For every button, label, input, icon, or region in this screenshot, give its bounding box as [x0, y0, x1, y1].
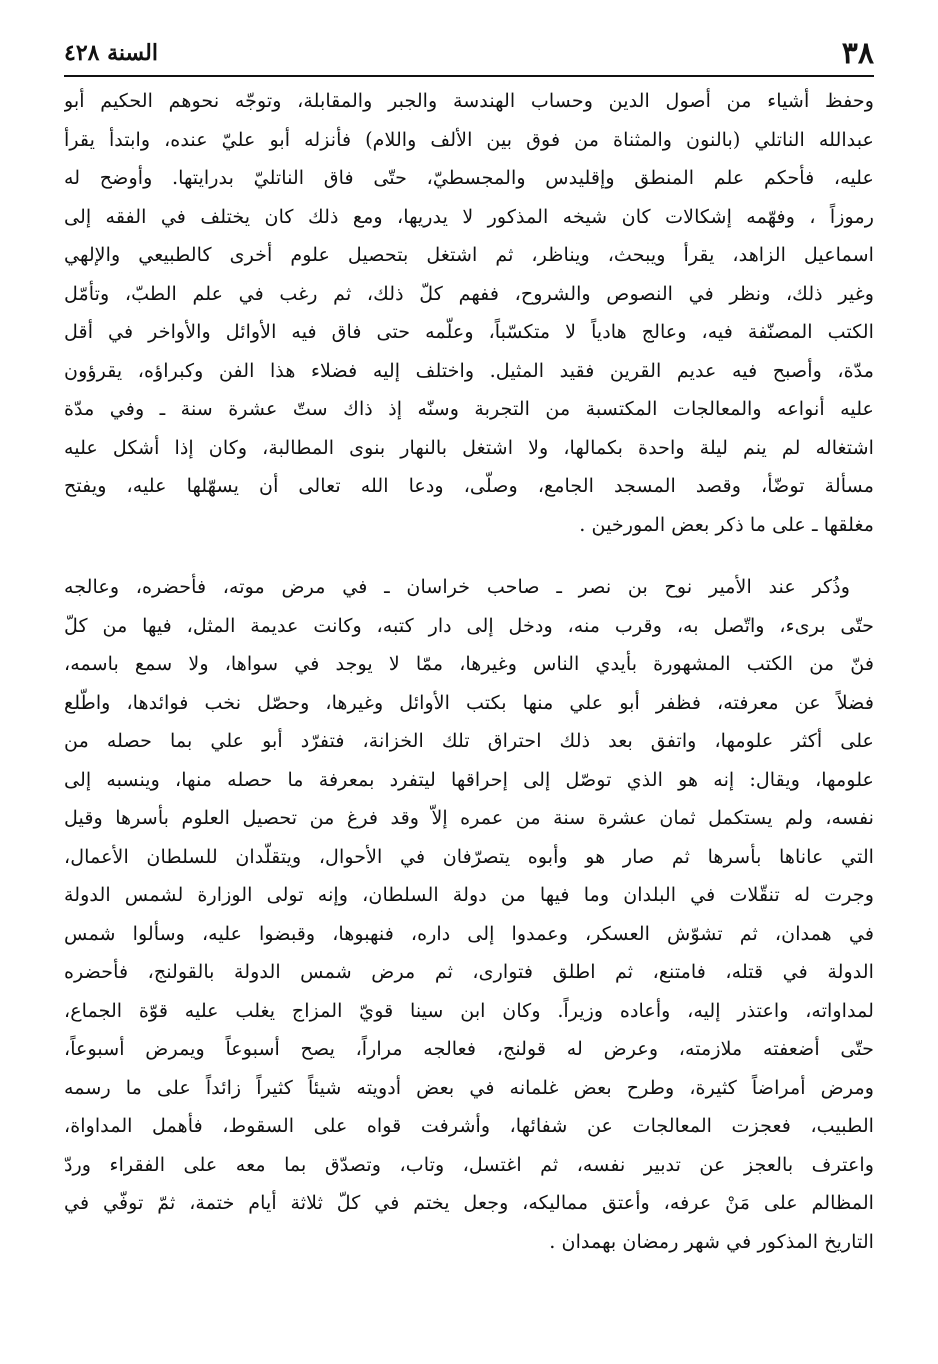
paragraph [64, 568, 874, 1261]
text-line: علومها، ويقال: إنه هو الذي توصّل إلى إحراقها ليتفرد بمعرفة ما حصله منها، وينسبه إلى [64, 767, 874, 791]
text-line: عليه، فأحكم علم المنطق وإقليدس والمجسطيّ، حتّى فاق الناتليّ بدرايتها. وأوضح له [64, 166, 874, 189]
text-line: وحفظ أشياء من أصول الدين وحساب الهندسة والجبر والمقابلة، وتوجّه نحوهم الحكيم أبو [64, 89, 874, 112]
text-line: اشتغاله لم ينم ليلة واحدة بكمالها، ولا اشتغل بالنهار بنوى المطالبة، وكان إذا أشكل عليه [64, 435, 874, 459]
text-line: الدولة في قتله، فامتنع، ثم اطلق فتوارى، ثم مرض شمس الدولة بالقولنج، فأحضره [64, 960, 874, 983]
text-line: التي عاناها بأسرها ثم صار هو وأبوه يتصرّفان في الأحوال، ويتقلّدان للسلطان الأعمال، [64, 844, 874, 868]
text-line: واعترف بالعجز عن تدبير نفسه، ثم اغتسل، وتاب، وتصدّق بما معه على الفقراء وردّ [64, 1152, 874, 1176]
text-line: لمداواته، واعتذر إليه، وأعاده وزيراً. وكان ابن سينا قويّ المزاج يغلب عليه قوّة الجماع، [64, 998, 874, 1022]
text-line: مدّة، وأصبح فيه عديم القرين فقيد المثيل. واختلف إليه فضلاء هذا الفن وكبراؤه، يقرؤون [64, 358, 874, 382]
text-line: وذُكر عند الأمير نوح بن نصر ـ صاحب خراسان ـ في مرض موته، فأحضره، وعالجه [64, 575, 850, 598]
text-line: حتّى أضعفته ملازمته، وعرض له قولنج، فعالجه مراراً، يصح أسبوعاً ويمرض أسبوعاً، [64, 1037, 874, 1060]
text-line: مغلقها ـ على ما ذكر بعض المورخين . [579, 512, 874, 536]
text-line: اسماعيل الزاهد، يقرأ ويبحث، ويناظر، ثم اشتغل بتحصيل علوم أخرى كالطبيعي والإلهي [64, 243, 874, 266]
text-line: التاريخ المذكور في شهر رمضان بهمدان . [549, 1229, 874, 1253]
text-line: في همدان، ثم تشوّش العسكر، وعمدوا إلى داره، فنهبوها، وقبضوا عليه، وسألوا شمس [64, 921, 874, 945]
text-line: وجرت له تنقّلات في البلدان وما فيها من دولة السلطان، وإنه تولى الوزارة لشمس الدولة [64, 883, 874, 906]
text-line: الطبيب، فعجزت المعالجات عن شفائها، وأشرفت قواه على السقوط، فأهمل المداواة، [64, 1114, 874, 1137]
text-line: رموزاً ، وفهّمه إشكالات كان شيخه المذكور لا يدريها، ومع ذلك كان يختلف في الفقه إلى [64, 204, 874, 228]
text-line: عبدالله الناتلي (بالنون والمثناة من فوق بين الألف واللام) فأنزله أبو عليّ عنده، وابتدأ يقرأ [64, 127, 874, 151]
body-text [64, 82, 874, 1261]
text-line: مسألة توضّأ، وقصد المسجد الجامع، وصلّى، ودعا الله تعالى أن يسهّلها عليه، ويفتح [64, 474, 874, 497]
text-line: وغير ذلك، ونظر في النصوص والشروح، ففهم كلّ ذلك، ثم رغب في علم الطبّ، وتأمّل [64, 281, 874, 305]
text-line: عليه أنواعه والمعالجات المكتسبة من التجربة وسنّه إذ ذاك ستّ عشرة سنة ـ وفي مدّة [64, 397, 874, 420]
text-line: الكتب المصنّفة فيه، وعالج هادياً لا متكسّباً، وعلّمه حتى فاق فيه الأوائل والأواخر في أقل [64, 320, 874, 343]
header-rule [64, 75, 874, 77]
text-line: حتّى برىء، واتّصل به، وقرب منه، ودخل إلى دار كتبه، وكانت عديمة المثل، فيها من كلّ [64, 613, 874, 637]
text-line: المظالم على مَنْ عرفه، وأعتق مماليكه، وجعل يختم في كلّ ثلاثة أيام ختمة، ثمّ توفّي في [64, 1191, 874, 1214]
text-line: فضلاً عن معرفته، فظفر أبو علي منها بكتب الأوائل وغيرها، وحصّل نخب فوائدها، واطّلع [64, 690, 874, 714]
running-title: السنة ٤٢٨ [64, 40, 158, 66]
running-header [64, 34, 874, 72]
text-line: فنّ من الكتب المشهورة بأيدي الناس وغيرها، ممّا لا يوجد في سواها، ولا سمع باسمه، [64, 652, 874, 675]
paragraph-gap [64, 544, 874, 568]
text-line: نفسه، ولم يستكمل ثمان عشرة سنة من عمره إلاّ وقد فرغ من تحصيل العلوم بأسرها وقيل [64, 806, 874, 829]
text-line: ومرض أمراضاً كثيرة، وطرح بعض غلمانه في بعض أدويته شيئاً كثيراً زائداً على ما رسمه [64, 1075, 874, 1099]
paragraph [64, 82, 874, 544]
text-line: على أكثر علومها، واتفق بعد ذلك احتراق تلك الخزانة، فتفرّد أبو علي بما حصله من [64, 729, 874, 752]
page-number: ٣٨ [841, 35, 874, 71]
